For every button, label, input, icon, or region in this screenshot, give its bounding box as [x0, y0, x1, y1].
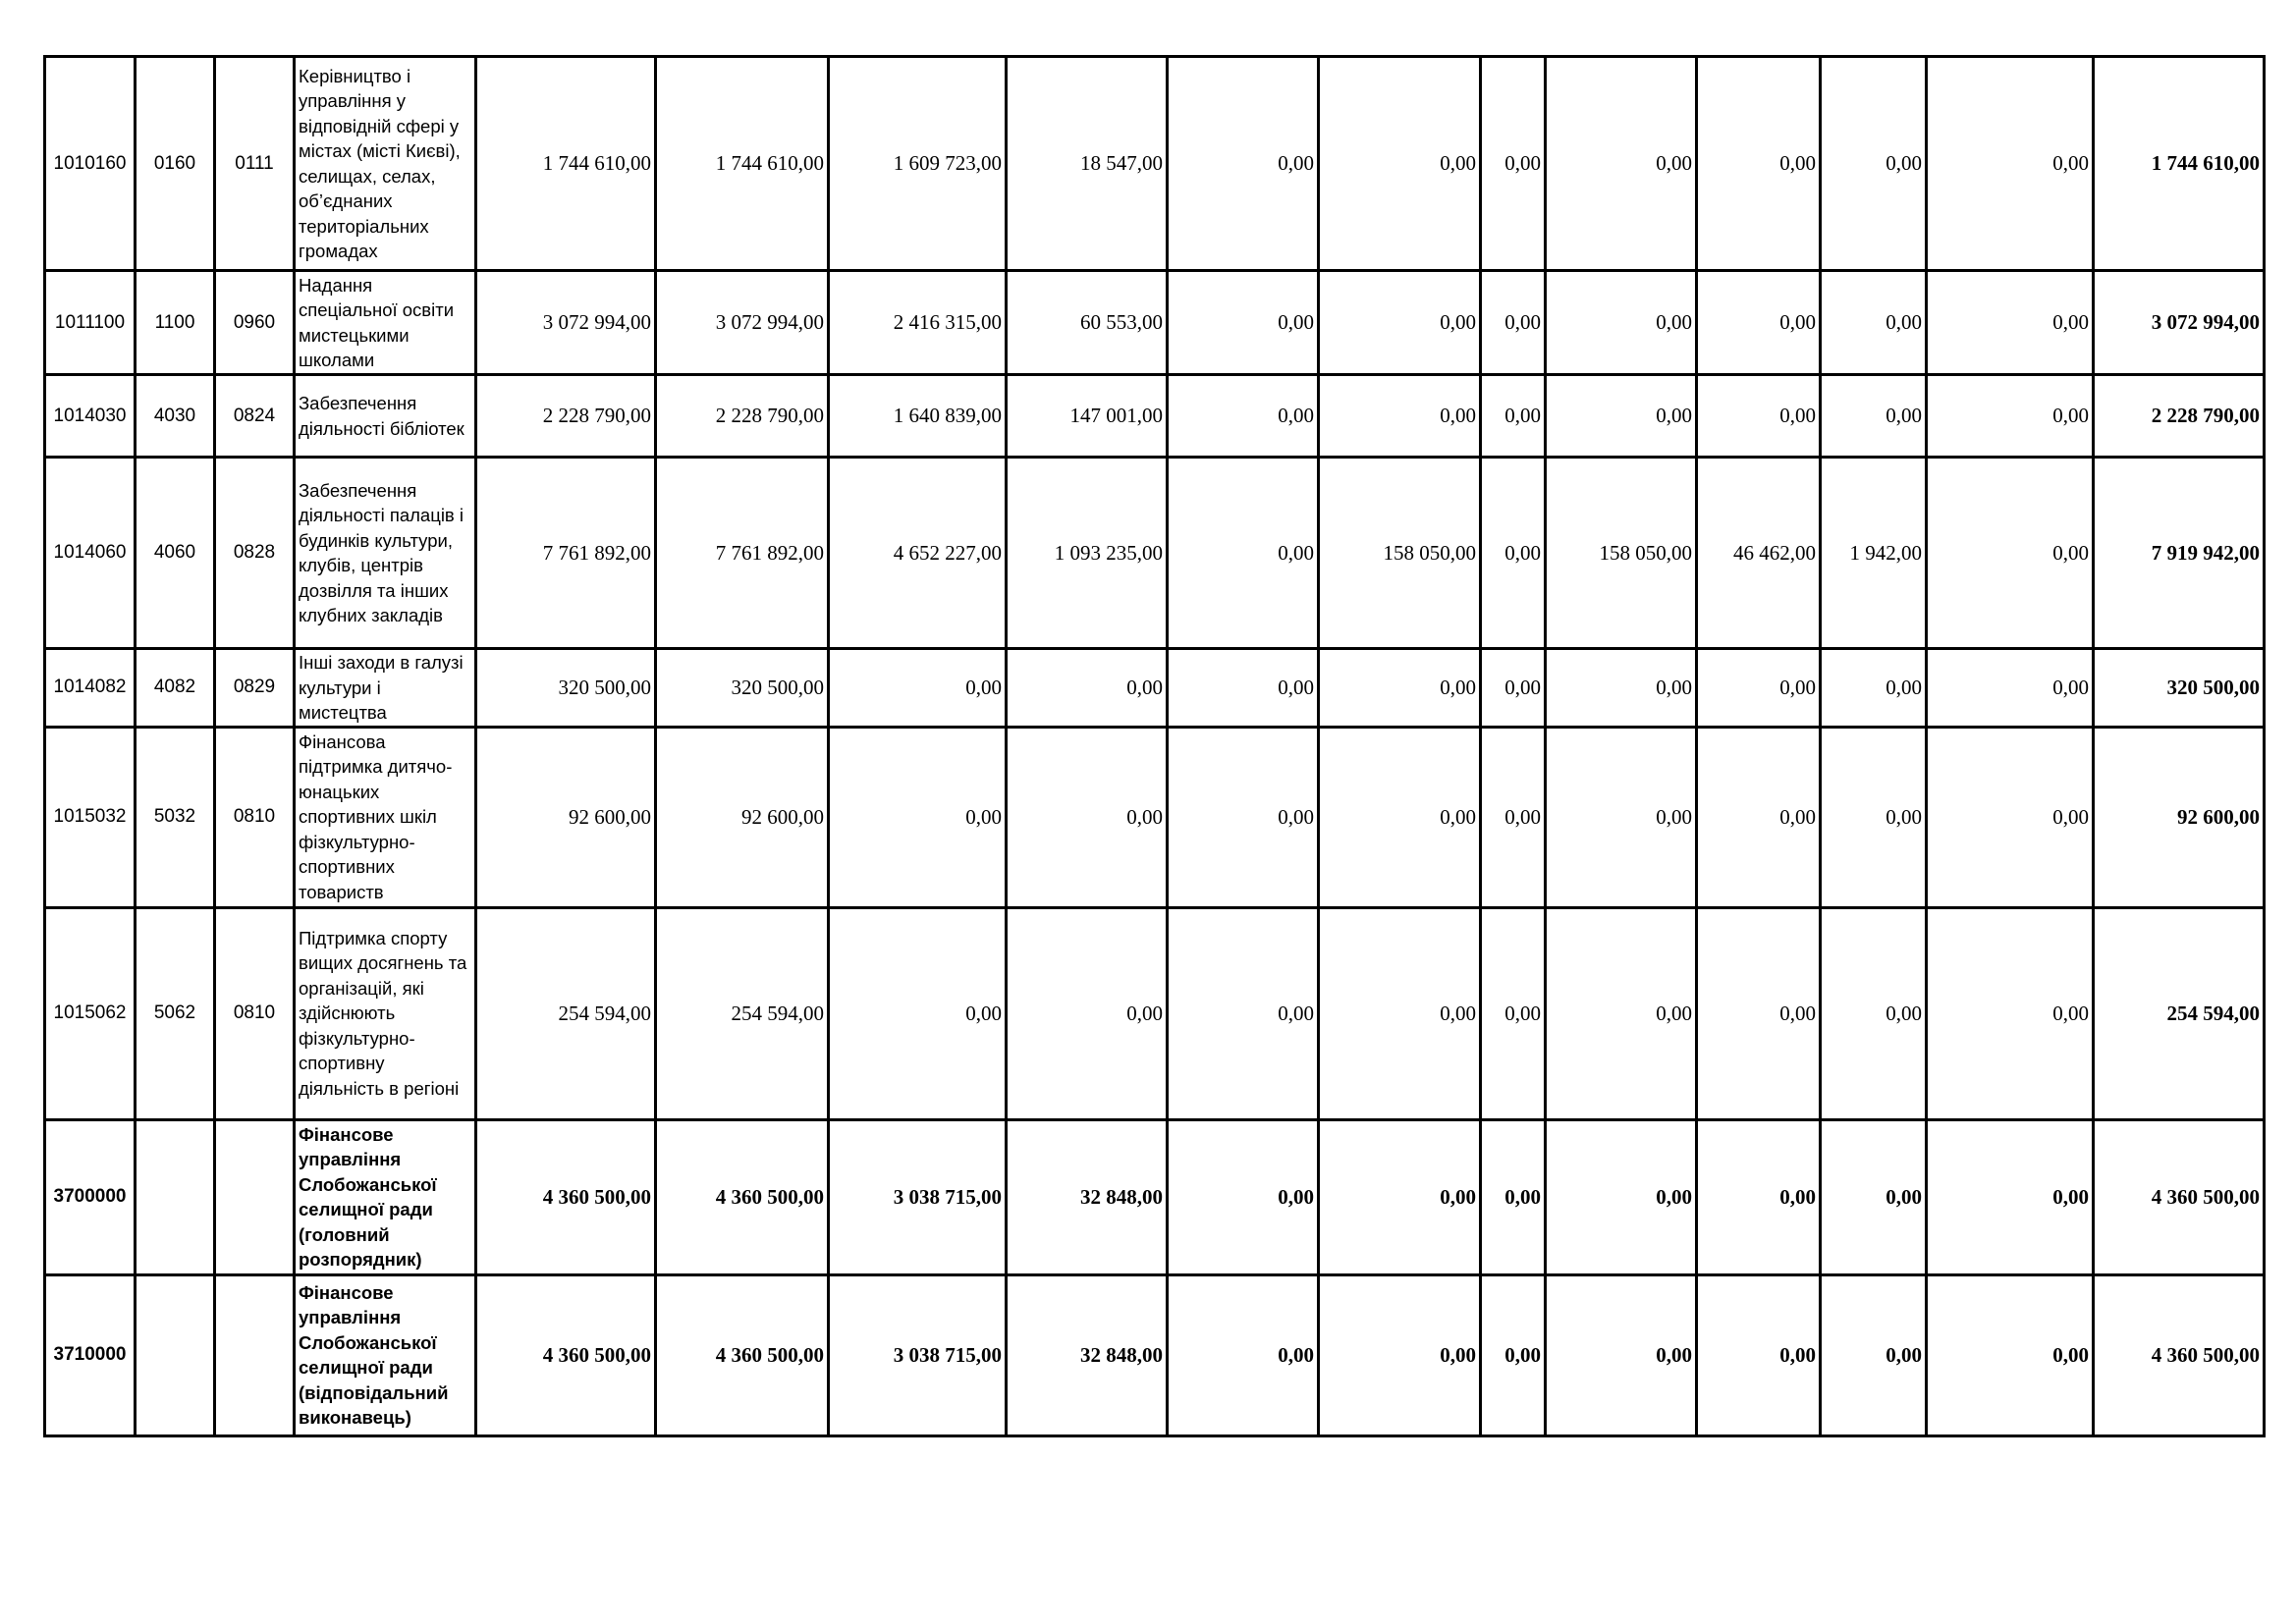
program-code-cell: 5032 — [136, 727, 215, 907]
program-name-cell: Фінансове управління Слобожанської селищної ради (головний розпорядник) — [295, 1119, 476, 1274]
value-cell: 0,00 — [1168, 375, 1319, 458]
value-cell: 3 038 715,00 — [829, 1119, 1007, 1274]
table-row — [45, 649, 2265, 728]
value-cell: 0,00 — [1168, 907, 1319, 1119]
value-cell: 0,00 — [1168, 458, 1319, 649]
value-cell: 92 600,00 — [656, 727, 829, 907]
kpkvk-cell: 1015062 — [45, 907, 136, 1119]
function-code-cell: 0824 — [215, 375, 295, 458]
program-code-cell — [136, 1274, 215, 1435]
value-cell: 320 500,00 — [476, 649, 656, 728]
value-cell: 0,00 — [1697, 1119, 1821, 1274]
function-code-cell: 0828 — [215, 458, 295, 649]
program-code-cell: 5062 — [136, 907, 215, 1119]
value-cell: 320 500,00 — [656, 649, 829, 728]
value-cell: 0,00 — [1007, 907, 1168, 1119]
kpkvk-cell: 3700000 — [45, 1119, 136, 1274]
value-cell: 2 228 790,00 — [476, 375, 656, 458]
value-cell: 0,00 — [1319, 727, 1481, 907]
value-cell: 0,00 — [1168, 727, 1319, 907]
value-cell: 0,00 — [1697, 727, 1821, 907]
value-cell: 0,00 — [1168, 1119, 1319, 1274]
value-cell: 158 050,00 — [1319, 458, 1481, 649]
value-cell: 0,00 — [1927, 907, 2094, 1119]
value-cell: 1 744 610,00 — [476, 57, 656, 271]
value-cell: 46 462,00 — [1697, 458, 1821, 649]
program-code-cell — [136, 1119, 215, 1274]
kpkvk-cell: 1014082 — [45, 649, 136, 728]
value-cell: 2 228 790,00 — [656, 375, 829, 458]
value-cell: 147 001,00 — [1007, 375, 1168, 458]
total-cell: 7 919 942,00 — [2094, 458, 2265, 649]
total-cell: 4 360 500,00 — [2094, 1274, 2265, 1435]
value-cell: 1 640 839,00 — [829, 375, 1007, 458]
value-cell: 0,00 — [829, 907, 1007, 1119]
value-cell: 0,00 — [1927, 271, 2094, 375]
function-code-cell: 0829 — [215, 649, 295, 728]
program-code-cell: 0160 — [136, 57, 215, 271]
table-row — [45, 458, 2265, 649]
program-code-cell: 4030 — [136, 375, 215, 458]
program-code-cell: 4082 — [136, 649, 215, 728]
value-cell: 0,00 — [1007, 649, 1168, 728]
value-cell: 0,00 — [1821, 1274, 1927, 1435]
total-cell: 4 360 500,00 — [2094, 1119, 2265, 1274]
total-cell: 3 072 994,00 — [2094, 271, 2265, 375]
value-cell: 4 652 227,00 — [829, 458, 1007, 649]
value-cell: 0,00 — [1007, 727, 1168, 907]
table-row — [45, 727, 2265, 907]
program-name-cell: Підтримка спорту вищих досягнень та організацій, які здійснюють фізкультурно-спортивну діяльність в регіоні — [295, 907, 476, 1119]
value-cell: 0,00 — [1821, 727, 1927, 907]
kpkvk-cell: 1011100 — [45, 271, 136, 375]
value-cell: 4 360 500,00 — [476, 1119, 656, 1274]
value-cell: 0,00 — [1481, 727, 1546, 907]
total-cell: 254 594,00 — [2094, 907, 2265, 1119]
value-cell: 0,00 — [1697, 271, 1821, 375]
value-cell: 0,00 — [1546, 1119, 1697, 1274]
value-cell: 1 609 723,00 — [829, 57, 1007, 271]
kpkvk-cell: 1014060 — [45, 458, 136, 649]
value-cell: 0,00 — [1927, 57, 2094, 271]
program-code-cell: 4060 — [136, 458, 215, 649]
value-cell: 0,00 — [1481, 907, 1546, 1119]
program-name-cell: Надання спеціальної освіти мистецькими школами — [295, 271, 476, 375]
value-cell: 0,00 — [1319, 1274, 1481, 1435]
value-cell: 0,00 — [1546, 727, 1697, 907]
value-cell: 0,00 — [1821, 649, 1927, 728]
value-cell: 0,00 — [1319, 271, 1481, 375]
value-cell: 4 360 500,00 — [476, 1274, 656, 1435]
value-cell: 0,00 — [1697, 649, 1821, 728]
table-row — [45, 907, 2265, 1119]
value-cell: 0,00 — [1481, 1119, 1546, 1274]
function-code-cell: 0810 — [215, 727, 295, 907]
value-cell: 7 761 892,00 — [476, 458, 656, 649]
program-name-cell: Керівництво і управління у відповідній сфері у містах (місті Києві), селищах, селах, об’єднаних територіальних громадах — [295, 57, 476, 271]
program-name-cell: Фінансове управління Слобожанської селищної ради (відповідальний виконавець) — [295, 1274, 476, 1435]
function-code-cell: 0810 — [215, 907, 295, 1119]
table-row — [45, 1119, 2265, 1274]
value-cell: 0,00 — [1481, 1274, 1546, 1435]
value-cell: 0,00 — [1481, 375, 1546, 458]
value-cell: 0,00 — [1481, 271, 1546, 375]
value-cell: 158 050,00 — [1546, 458, 1697, 649]
program-code-cell: 1100 — [136, 271, 215, 375]
value-cell: 0,00 — [1697, 907, 1821, 1119]
value-cell: 32 848,00 — [1007, 1119, 1168, 1274]
value-cell: 3 038 715,00 — [829, 1274, 1007, 1435]
function-code-cell — [215, 1274, 295, 1435]
value-cell: 0,00 — [1927, 458, 2094, 649]
value-cell: 254 594,00 — [476, 907, 656, 1119]
value-cell: 254 594,00 — [656, 907, 829, 1119]
value-cell: 0,00 — [1546, 57, 1697, 271]
value-cell: 0,00 — [1927, 649, 2094, 728]
value-cell: 0,00 — [1821, 57, 1927, 271]
value-cell: 0,00 — [829, 649, 1007, 728]
value-cell: 3 072 994,00 — [656, 271, 829, 375]
program-name-cell: Забезпечення діяльності бібліотек — [295, 375, 476, 458]
value-cell: 0,00 — [1821, 1119, 1927, 1274]
kpkvk-cell: 1015032 — [45, 727, 136, 907]
value-cell: 1 942,00 — [1821, 458, 1927, 649]
function-code-cell: 0111 — [215, 57, 295, 271]
value-cell: 0,00 — [1927, 727, 2094, 907]
value-cell: 0,00 — [1319, 1119, 1481, 1274]
value-cell: 0,00 — [1168, 57, 1319, 271]
total-cell: 1 744 610,00 — [2094, 57, 2265, 271]
total-cell: 320 500,00 — [2094, 649, 2265, 728]
kpkvk-cell: 3710000 — [45, 1274, 136, 1435]
program-name-cell: Фінансова підтримка дитячо-юнацьких спортивних шкіл фізкультурно-спортивних товариств — [295, 727, 476, 907]
budget-table — [43, 55, 2266, 1437]
value-cell: 60 553,00 — [1007, 271, 1168, 375]
value-cell: 0,00 — [1546, 1274, 1697, 1435]
value-cell: 0,00 — [1927, 375, 2094, 458]
kpkvk-cell: 1014030 — [45, 375, 136, 458]
value-cell: 0,00 — [1319, 375, 1481, 458]
function-code-cell: 0960 — [215, 271, 295, 375]
value-cell: 92 600,00 — [476, 727, 656, 907]
table-row — [45, 271, 2265, 375]
value-cell: 0,00 — [1697, 57, 1821, 271]
value-cell: 0,00 — [1821, 907, 1927, 1119]
value-cell: 0,00 — [1927, 1274, 2094, 1435]
value-cell: 18 547,00 — [1007, 57, 1168, 271]
table-row — [45, 57, 2265, 271]
program-name-cell: Інші заходи в галузі культури і мистецтва — [295, 649, 476, 728]
value-cell: 3 072 994,00 — [476, 271, 656, 375]
value-cell: 0,00 — [1546, 907, 1697, 1119]
value-cell: 32 848,00 — [1007, 1274, 1168, 1435]
value-cell: 0,00 — [1319, 649, 1481, 728]
total-cell: 2 228 790,00 — [2094, 375, 2265, 458]
value-cell: 0,00 — [1546, 649, 1697, 728]
value-cell: 0,00 — [1168, 1274, 1319, 1435]
value-cell: 0,00 — [1927, 1119, 2094, 1274]
table-row — [45, 375, 2265, 458]
total-cell: 92 600,00 — [2094, 727, 2265, 907]
value-cell: 0,00 — [829, 727, 1007, 907]
kpkvk-cell: 1010160 — [45, 57, 136, 271]
value-cell: 0,00 — [1546, 271, 1697, 375]
value-cell: 0,00 — [1481, 458, 1546, 649]
value-cell: 0,00 — [1821, 271, 1927, 375]
value-cell: 1 744 610,00 — [656, 57, 829, 271]
value-cell: 0,00 — [1697, 375, 1821, 458]
value-cell: 4 360 500,00 — [656, 1119, 829, 1274]
value-cell: 0,00 — [1319, 57, 1481, 271]
value-cell: 0,00 — [1481, 57, 1546, 271]
value-cell: 1 093 235,00 — [1007, 458, 1168, 649]
value-cell: 0,00 — [1168, 649, 1319, 728]
value-cell: 0,00 — [1168, 271, 1319, 375]
value-cell: 7 761 892,00 — [656, 458, 829, 649]
value-cell: 0,00 — [1697, 1274, 1821, 1435]
value-cell: 4 360 500,00 — [656, 1274, 829, 1435]
value-cell: 0,00 — [1319, 907, 1481, 1119]
value-cell: 0,00 — [1546, 375, 1697, 458]
table-row — [45, 1274, 2265, 1435]
function-code-cell — [215, 1119, 295, 1274]
program-name-cell: Забезпечення діяльності палаців і будинків культури, клубів, центрів дозвілля та інших клубних закладів — [295, 458, 476, 649]
value-cell: 2 416 315,00 — [829, 271, 1007, 375]
value-cell: 0,00 — [1481, 649, 1546, 728]
value-cell: 0,00 — [1821, 375, 1927, 458]
